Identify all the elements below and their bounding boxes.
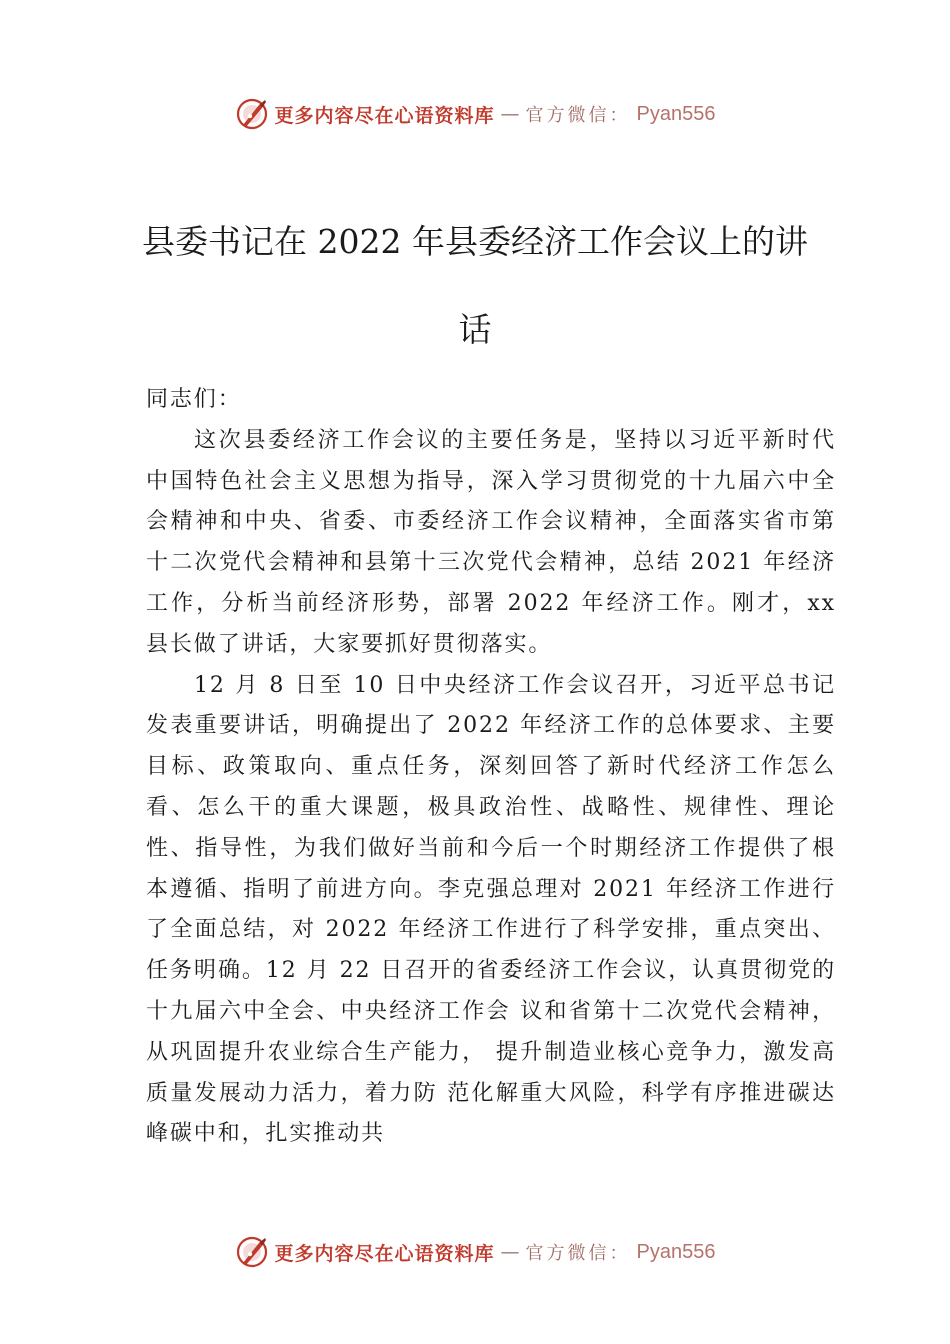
footer-banner	[0, 1232, 950, 1272]
paragraph-1: 这次县委经济工作会议的主要任务是，坚持以习近平新时代中国特色社会主义思想为指导，深入学习贯彻党的十九届六中全会精神和中央、省委、市委经济工作会议精神，全面落实省市第十二次党代会精神和县第十三次党代会精神，总结 2021 年经济工作，分析当前经济形势，部署 2022 年经济工作。刚才，xx 县长做了讲话，大家要抓好贯彻落实。	[146, 427, 836, 657]
salutation: 同志们：	[146, 387, 242, 412]
header-banner	[0, 94, 950, 134]
banner-wechat-id: Pyan556	[636, 1240, 716, 1263]
quill-logo-icon	[235, 1235, 269, 1269]
banner-dash: —	[500, 1241, 520, 1263]
banner-dash: —	[500, 103, 520, 125]
banner-wechat-id: Pyan556	[636, 102, 716, 125]
document-body	[146, 380, 836, 1155]
paragraph-2: 12 月 8 日至 10 日中央经济工作会议召开，习近平总书记发表重要讲话，明确提出了 2022 年经济工作的总体要求、主要目标、政策取向、重点任务，深刻回答了新时代经济工作怎么看、怎么干的重大课题，极具政治性、战略性、规律性、理论性、指导性，为我们做好当前和今后一个时期经济工作提供了根本遵循、指明了前进方向。李克强总理对 2021 年经济工作进行了全面总结，对 2022 年经济工作进行了科学安排，重点突出、任务明确。12 月 22 日召开的省委经济工作会议，认真贯彻党的十九届六中全会、中央经济工作会 议和省第十二次党代会精神，从巩固提升农业综合生产能力， 提升制造业核心竞争力，激发高质量发展动力活力，着力防 范化解重大风险，科学有序推进碳达峰碳中和，扎实推动共	[146, 672, 836, 1147]
banner-wechat-label: 官方微信：	[525, 105, 631, 126]
banner-wechat-label: 官方微信：	[525, 1243, 631, 1264]
quill-logo-icon	[235, 97, 269, 131]
banner-promo-text: 更多内容尽在心语资料库	[274, 104, 495, 127]
document-title: 县委书记在 2022 年县委经济工作会议上的讲话	[142, 222, 808, 349]
banner-promo-text: 更多内容尽在心语资料库	[274, 1242, 495, 1265]
